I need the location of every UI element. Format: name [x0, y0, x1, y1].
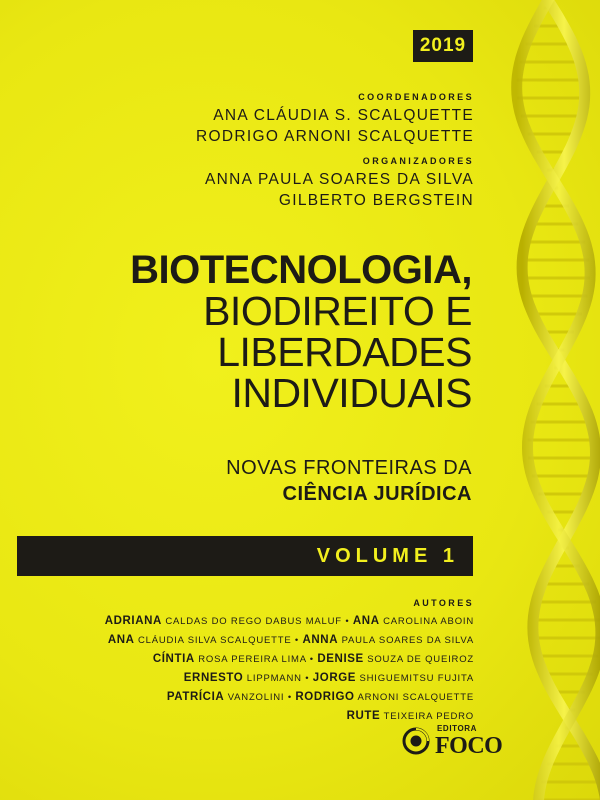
foco-logo-icon: [401, 726, 431, 756]
author-line: [105, 612, 474, 631]
author-surname: SOUZA DE QUEIROZ: [363, 654, 474, 665]
author-first-name: ADRIANA: [104, 615, 162, 627]
author-separator: •: [306, 654, 318, 665]
author-separator: •: [291, 635, 303, 646]
author-first-name: CÍNTIA: [152, 653, 195, 665]
author-separator: •: [341, 616, 353, 627]
author-surname: TEIXEIRA PEDRO: [380, 711, 474, 722]
author-separator: •: [284, 692, 296, 703]
coordinator-name: ANA CLÁUDIA S. SCALQUETTE: [213, 107, 474, 124]
organizer-name: GILBERTO BERGSTEIN: [278, 192, 474, 209]
author-first-name: JORGE: [312, 672, 357, 684]
authors-role-label: AUTORES: [413, 598, 474, 608]
author-first-name: ERNESTO: [183, 672, 244, 684]
author-surname: PAULA SOARES DA SILVA: [338, 635, 474, 646]
coordinator-name: RODRIGO ARNONI SCALQUETTE: [196, 128, 474, 145]
author-first-name: DENISE: [317, 653, 364, 665]
author-surname: CALDAS DO REGO DABUS MALUF: [161, 616, 342, 627]
subtitle-line: CIÊNCIA JURÍDICA: [282, 483, 472, 505]
author-first-name: PATRÍCIA: [166, 691, 225, 703]
book-subtitle: [226, 455, 472, 507]
author-surname: ROSA PEREIRA LIMA: [194, 654, 307, 665]
title-line: BIODIREITO E: [203, 288, 472, 334]
author-surname: CAROLINA ABOIN: [379, 616, 474, 627]
publisher-label-small: EDITORA: [437, 724, 478, 733]
coordinators-role-label: COORDENADORES: [358, 92, 474, 102]
year-badge: [413, 30, 473, 62]
volume-banner: [17, 536, 473, 576]
author-line: [105, 669, 474, 688]
author-first-name: RUTE: [346, 710, 381, 722]
authors-block: [105, 598, 474, 726]
author-surname: VANZOLINI: [224, 692, 285, 703]
publisher-label-big: FOCO: [435, 733, 503, 759]
author-separator: •: [301, 673, 313, 684]
author-first-name: ANA: [107, 634, 135, 646]
author-first-name: ANNA: [302, 634, 339, 646]
volume-label: VOLUME 1: [316, 545, 459, 567]
author-surname: CLÁUDIA SILVA SCALQUETTE: [134, 635, 292, 646]
author-line: [105, 650, 474, 669]
subtitle-line: NOVAS FRONTEIRAS DA: [226, 457, 472, 479]
author-surname: LIPPMANN: [243, 673, 302, 684]
credits-block: [196, 92, 474, 211]
organizers-role-label: ORGANIZADORES: [362, 156, 474, 166]
organizer-name: ANNA PAULA SOARES DA SILVA: [205, 171, 474, 188]
author-first-name: RODRIGO: [295, 691, 355, 703]
title-line: INDIVIDUAIS: [231, 370, 472, 416]
author-surname: ARNONI SCALQUETTE: [354, 692, 474, 703]
title-line: LIBERDADES: [217, 329, 472, 375]
author-first-name: ANA: [352, 615, 380, 627]
book-title: [130, 250, 472, 414]
authors-list: [105, 612, 474, 726]
title-line: BIOTECNOLOGIA,: [130, 248, 472, 292]
publisher-logo: [401, 724, 503, 774]
year-text: 2019: [419, 35, 467, 56]
author-line: [105, 631, 474, 650]
author-surname: SHIGUEMITSU FUJITA: [356, 673, 474, 684]
author-line: [105, 688, 474, 707]
